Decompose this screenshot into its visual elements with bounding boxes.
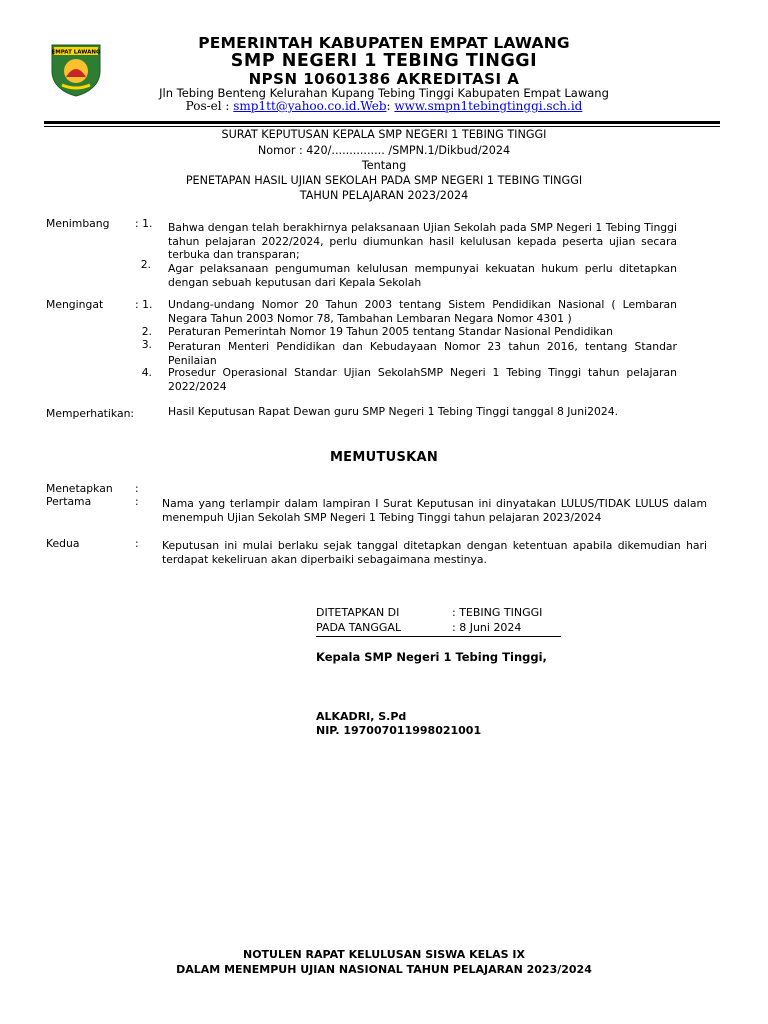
header-rule-thick [44,121,720,124]
government-name: PEMERINTAH KABUPATEN EMPAT LAWANG [198,34,570,52]
posel-label: Pos-el : [185,99,234,113]
mengingat-item-3: Peraturan Menteri Pendidikan dan Kebudayaan Nomor 23 tahun 2016, tentang Standar Penilaian [168,340,677,367]
kedua-text: Keputusan ini mulai berlaku sejak tanggal ditetapkan dengan ketentuan apabila dikemudian hari terdapat kekeliruan akan diperbaiki sebagaimana mestinya. [162,539,707,566]
contact-line [0,99,768,113]
kedua-label: Kedua [46,537,80,550]
principal-nip: NIP. 197007011998021001 [316,724,482,737]
email-link[interactable]: smp1tt@yahoo.co.id.Web [233,99,387,113]
mengingat-label: Mengingat [46,298,104,311]
date-value: : 8 Juni 2024 [452,621,522,634]
memutuskan-heading: MEMUTUSKAN [329,450,439,465]
decree-subject: PENETAPAN HASIL UJIAN SEKOLAH PADA SMP NEGERI 1 TEBING TINGGI [185,174,583,187]
memperhatikan-label: Memperhatikan: [46,407,135,420]
school-address: Jln Tebing Benteng Kelurahan Kupang Tebing Tinggi Kabupaten Empat Lawang [159,86,609,100]
pertama-text: Nama yang terlampir dalam lampiran I Surat Keputusan ini dinyatakan LULUS/TIDAK LULUS dalam menempuh Ujian Sekolah SMP Negeri 1 Tebing Tinggi tahun pelajaran 2023/2024 [162,497,707,524]
menimbang-label: Menimbang [46,217,110,230]
logo-text: EMPAT LAWANG [51,49,101,56]
menimbang-colon: : 1. [135,217,153,230]
date-label: PADA TANGGAL [316,621,402,634]
menimbang-item-2: Agar pelaksanaan pengumuman kelulusan mempunyai kekuatan hukum perlu ditetapkan dengan sebuah keputusan dari Kepala Sekolah [168,262,677,289]
pertama-colon: : [135,495,139,508]
kedua-colon: : [135,537,139,550]
website-link[interactable]: www.smpn1tebingtinggi.sch.id [394,99,583,113]
mengingat-item-1: Undang-undang Nomor 20 Tahun 2003 tentang Sistem Pendidikan Nasional ( Lembaran Negara Tahun 2003 Nomor 78, Tambahan Lembaran Negara Nomor 4301 ) [168,298,677,325]
signature-date-rule [316,636,561,637]
memperhatikan-text: Hasil Keputusan Rapat Dewan guru SMP Negeri 1 Tebing Tinggi tanggal 8 Juni2024. [168,405,619,418]
mengingat-item-2: Peraturan Pemerintah Nomor 19 Tahun 2005 tentang Standar Nasional Pendidikan [168,325,613,338]
place-label: DITETAPKAN DI [316,606,400,619]
npsn-accreditation: NPSN 10601386 AKREDITASI A [248,70,520,88]
menimbang-num-2: 2. [140,258,151,271]
contact-separator: : [386,99,395,113]
mengingat-num-2: 2. [141,325,152,338]
decree-title: SURAT KEPUTUSAN KEPALA SMP NEGERI 1 TEBING TINGGI [221,128,547,141]
school-name: SMP NEGERI 1 TEBING TINGGI [230,51,538,71]
mengingat-num-3: 3. [141,338,152,351]
minutes-title: NOTULEN RAPAT KELULUSAN SISWA KELAS IX [243,948,525,961]
pertama-label: Pertama [46,495,92,508]
menetapkan-colon: : [135,482,139,495]
decree-about: Tentang [361,159,407,172]
decree-number: Nomor : 420/............... /SMPN.1/Dikbud/2024 [257,144,511,157]
minutes-subtitle: DALAM MENEMPUH UJIAN NASIONAL TAHUN PELAJARAN 2023/2024 [176,963,592,976]
principal-name: ALKADRI, S.Pd [316,710,407,723]
mengingat-item-4: Prosedur Operasional Standar Ujian SekolahSMP Negeri 1 Tebing Tinggi tahun pelajaran 2022/2024 [168,366,677,393]
decree-year: TAHUN PELAJARAN 2023/2024 [299,189,469,202]
place-value: : TEBING TINGGI [452,606,543,619]
menimbang-item-1: Bahwa dengan telah berakhirnya pelaksanaan Ujian Sekolah pada SMP Negeri 1 Tebing Tinggi tahun pelajaran 2022/2024, perlu diumunkan hasil kelulusan kepada peserta ujian secara terbuka dan transparan; [168,221,677,261]
mengingat-num-4: 4. [141,366,152,379]
mengingat-colon: : 1. [135,298,153,311]
header-rule-thin [44,126,720,127]
menetapkan-label: Menetapkan [46,482,113,495]
principal-position: Kepala SMP Negeri 1 Tebing Tinggi, [316,650,547,664]
